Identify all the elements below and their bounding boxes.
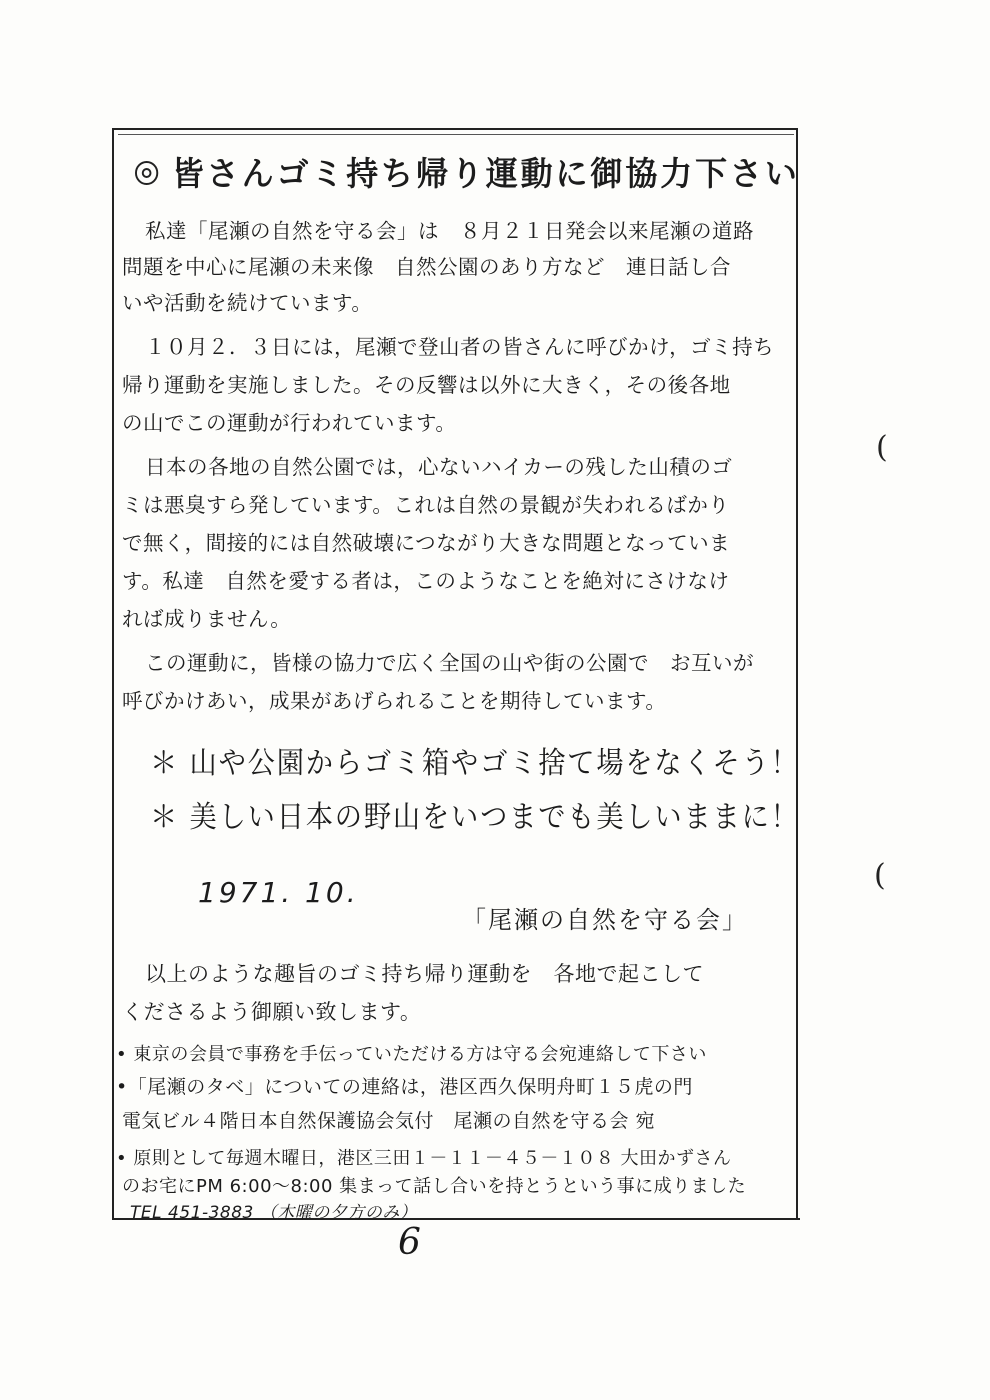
margin-mark: (	[876, 430, 888, 465]
phone-line: TEL 451-3883 （木曜の夕方のみ）	[130, 1203, 418, 1223]
double-circle-icon	[135, 161, 158, 185]
note-line: • 原則として毎週木曜日，港区三田１－１１－４５－１０８ 大田かずさん	[116, 1148, 732, 1169]
closing-line: 以上のような趣旨のゴミ持ち帰り運動を 各地で起こして	[145, 962, 704, 986]
note-line: 電気ビル４階日本自然保護協会気付 尾瀬の自然を守る会 宛	[122, 1110, 656, 1132]
paragraph-line: で無く，間接的には自然破壊につながり大きな問題となっていま	[122, 531, 731, 555]
paragraph-line: １０月２．３日には，尾瀬で登山者の皆さんに呼びかけ，ゴミ持ち	[145, 335, 775, 359]
paragraph-line: ミは悪臭すら発しています。これは自然の景観が失われるばかり	[122, 493, 730, 517]
note-line: • 東京の会員で事務を手伝っていただける方は守る会宛連絡して下さい	[116, 1044, 707, 1065]
paragraph-line: 私達「尾瀬の自然を守る会」は ８月２１日発会以来尾瀬の道路	[145, 219, 754, 243]
page-number: 6	[398, 1222, 421, 1263]
paragraph-line: この運動に，皆様の協力で広く全国の山や街の公園で お互いが	[145, 651, 754, 675]
paragraph-line: 帰り運動を実施しました。その反響は以外に大きく，その後各地	[122, 373, 731, 397]
paragraph-line: 呼びかけあい，成果があげられることを期待しています。	[122, 689, 667, 713]
paragraph-line: の山でこの運動が行われています。	[122, 411, 457, 435]
date: 1971. 10.	[198, 876, 359, 909]
margin-mark: (	[874, 858, 886, 893]
closing-line: くださるよう御願い致します。	[122, 1000, 422, 1024]
slogan-line: ＊ 美しい日本の野山をいつまでも美しいままに！	[150, 800, 800, 835]
paragraph-line: いや活動を続けています。	[122, 291, 373, 315]
paragraph-line: す。私達 自然を愛する者は，このようなことを絶対にさけなけ	[122, 569, 730, 593]
organization-signature: 「尾瀬の自然を守る会」	[462, 906, 748, 934]
paragraph-line: れば成りません。	[122, 607, 292, 631]
paragraph-line: 問題を中心に尾瀬の未来像 自然公園のあり方など 連日話し合	[122, 255, 731, 279]
frame-inner-rule	[118, 134, 794, 135]
slogan-line: ＊ 山や公園からゴミ箱やゴミ捨て場をなくそう！	[150, 746, 800, 781]
page-title: 皆さんゴミ持ち帰り運動に御協力下さい	[135, 148, 800, 195]
note-line: のお宅にPM 6:00～8:00 集まって話し合いを持とうという事に成りました	[122, 1176, 747, 1197]
paragraph-line: 日本の各地の自然公園では，心ないハイカーの残した山積のゴ	[145, 455, 733, 479]
note-line: •「尾瀬のタベ」についての連絡は，港区西久保明舟町１５虎の門	[116, 1076, 693, 1098]
